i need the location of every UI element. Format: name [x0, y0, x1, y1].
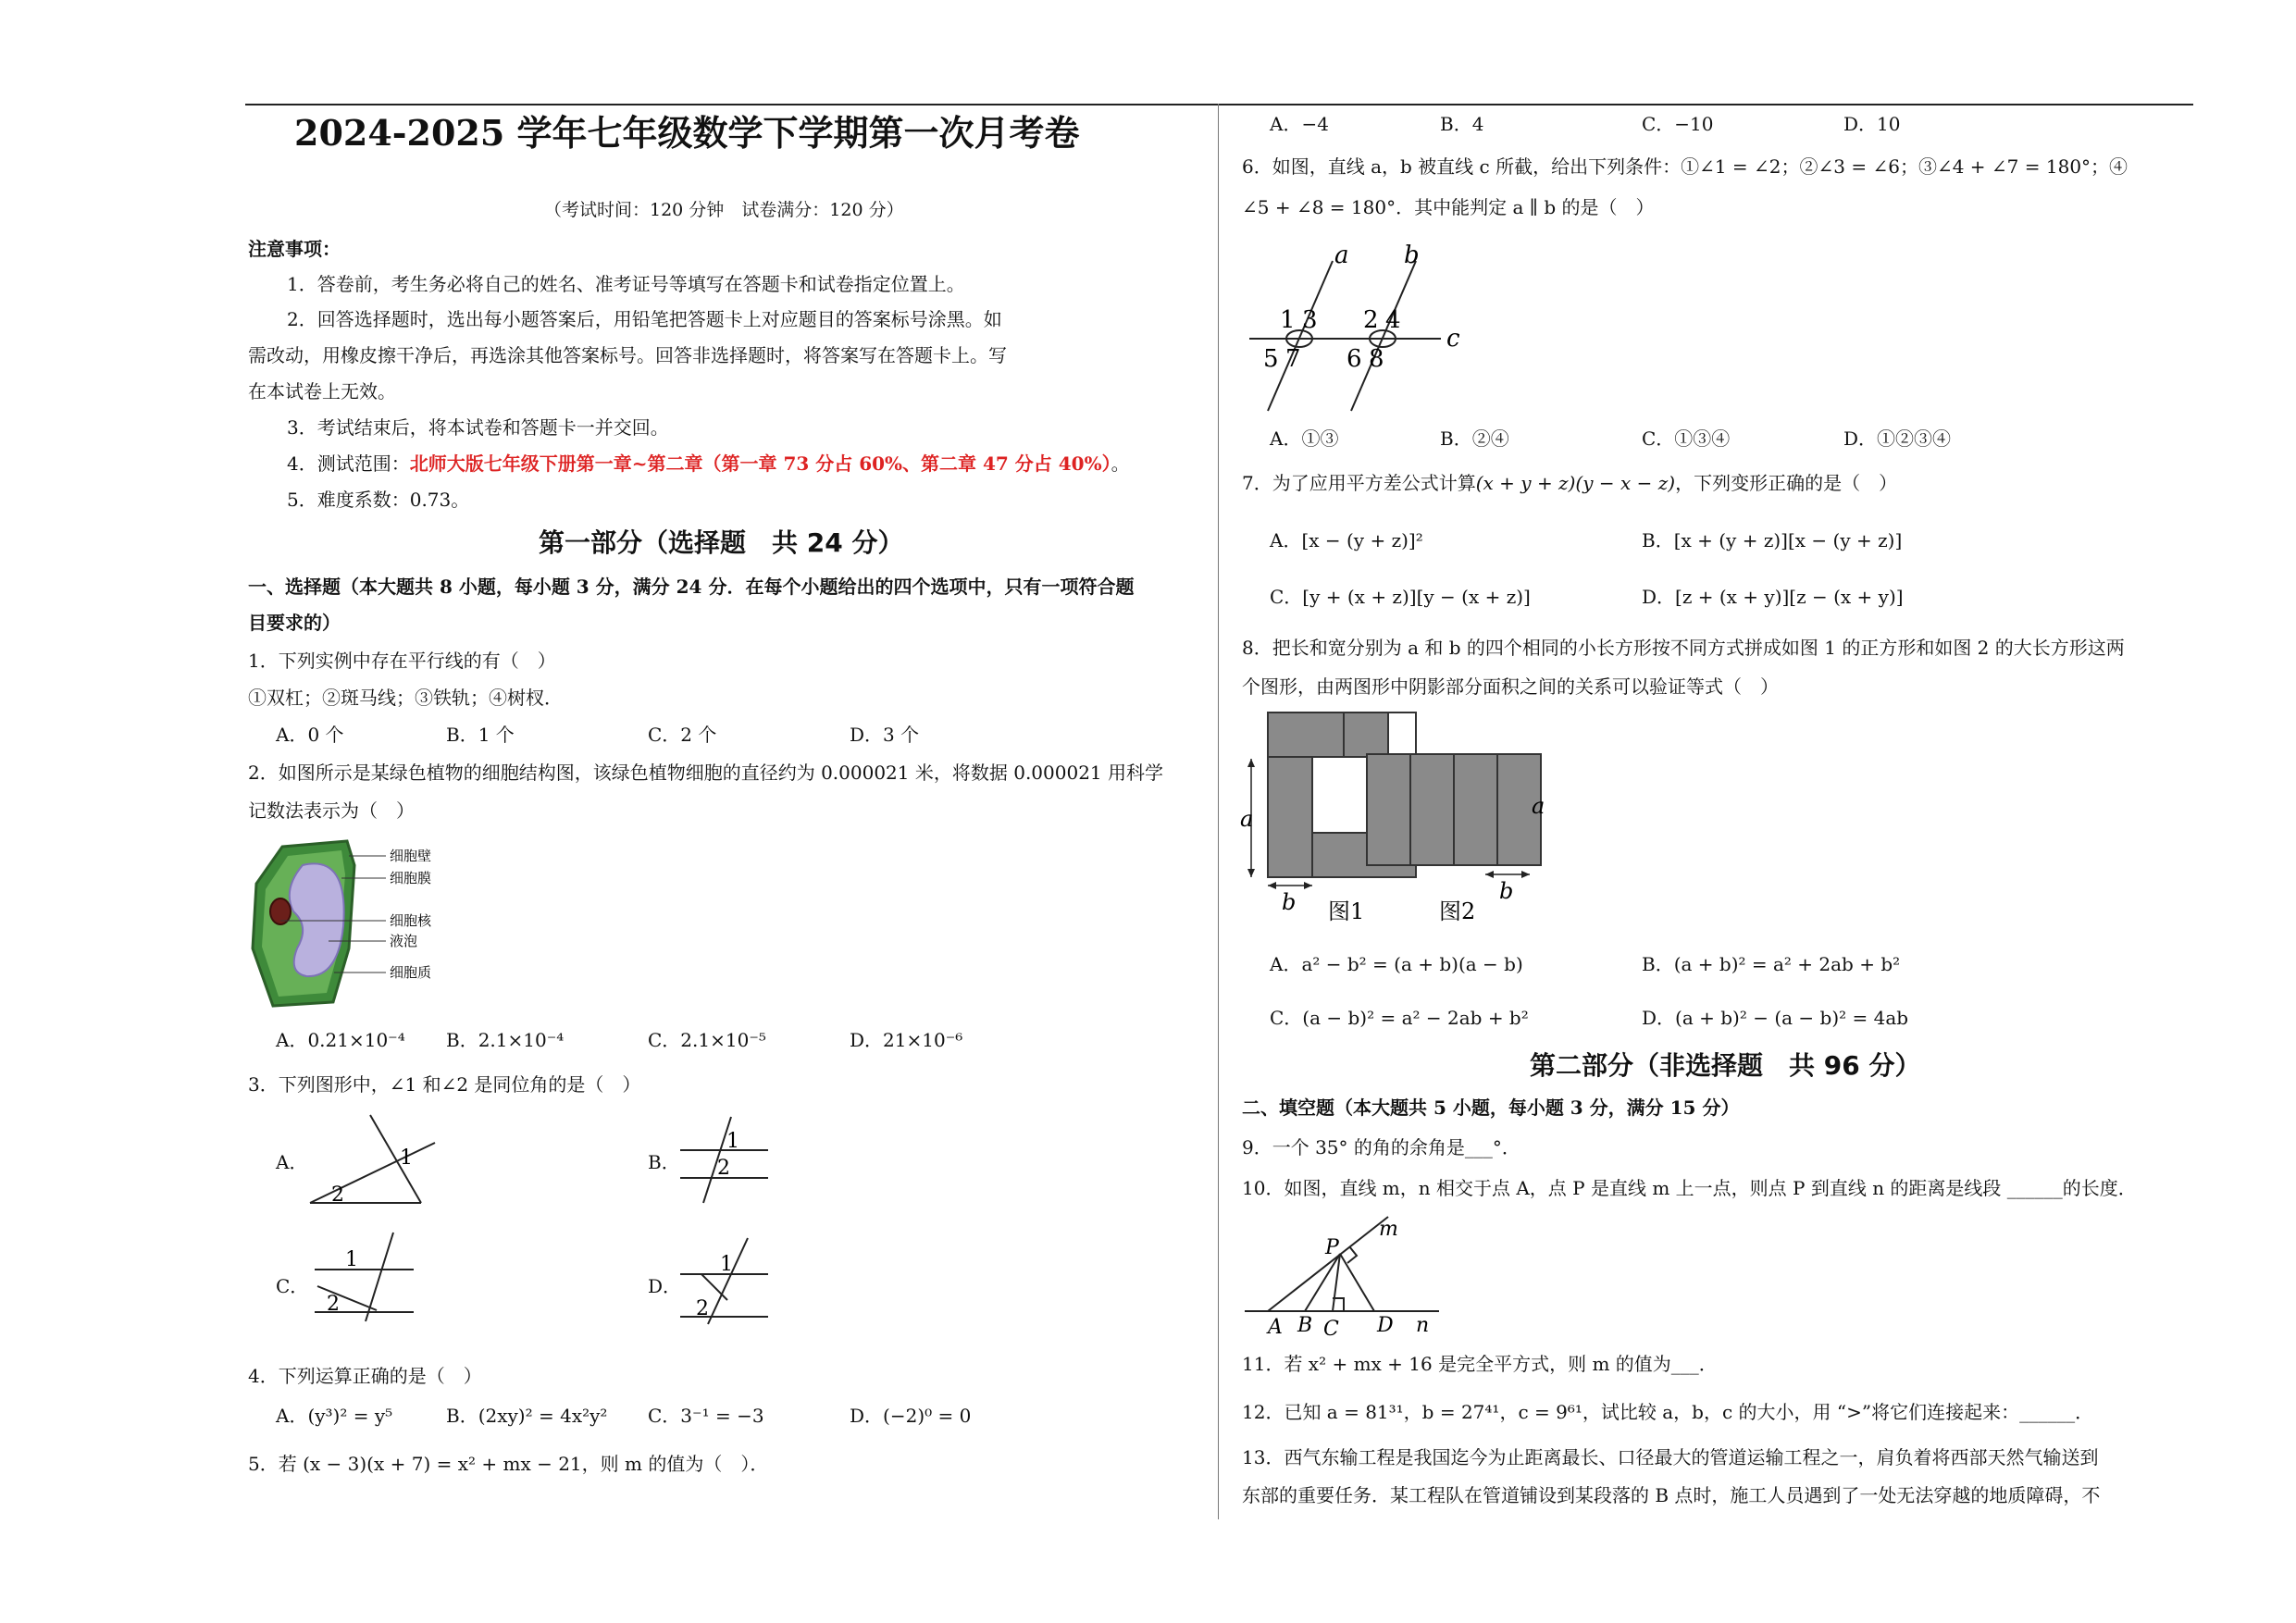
q10-point-p: P	[1325, 1236, 1339, 1259]
q3a-angle-1: 1	[400, 1146, 413, 1170]
q3-option-b[interactable]: B．	[648, 1151, 680, 1173]
fig2-caption: 图2	[1439, 898, 1476, 924]
q8-stem: 8．把长和宽分别为 a 和 b 的四个相同的小长方形按不同方式拼成如图 1 的正方形和如图 2 的大长方形这两	[1242, 637, 2125, 659]
q1-items: ①双杠；②斑马线；③铁轨；④树杈．	[248, 687, 563, 709]
q1-option-c[interactable]: C．2 个	[648, 724, 717, 746]
notice-item-3: 3．考试结束后，将本试卷和答题卡一并交回。	[287, 416, 669, 439]
scope-end: 。	[1111, 452, 1130, 475]
q6-line-b: b	[1404, 242, 1420, 269]
q3a-angle-2: 2	[331, 1183, 344, 1207]
column-divider	[1218, 104, 1219, 1519]
label-cell-membrane: 细胞膜	[390, 870, 432, 886]
section-1-heading-cont: 目要求的）	[248, 612, 341, 634]
notice-item-1: 1．答卷前，考生务必将自己的姓名、准考证号等填写在答题卡和试卷指定位置上。	[287, 273, 965, 295]
q6-angle-2: 2	[1363, 306, 1379, 334]
q6-line-a: a	[1334, 242, 1349, 269]
label-nucleus: 细胞核	[390, 912, 432, 929]
notice-item-5: 5．难度系数：0.73。	[287, 489, 470, 511]
q11-stem: 11．若 x² + mx + 16 是完全平方式，则 m 的值为___．	[1242, 1353, 1718, 1375]
q10-point-b: B	[1297, 1314, 1313, 1337]
q10-stem: 10．如图，直线 m，n 相交于点 A，点 P 是直线 m 上一点，则点 P 到直线 n 的距离是线段 ______的长度．	[1242, 1177, 2137, 1199]
q2-option-a[interactable]: A．0.21×10⁻⁴	[276, 1029, 405, 1051]
q2-option-c[interactable]: C．2.1×10⁻⁵	[648, 1029, 766, 1051]
notice-heading: 注意事项：	[248, 238, 341, 260]
page-title: 2024-2025 学年七年级数学下学期第一次月考卷	[294, 112, 1080, 154]
q3-figure-b	[676, 1115, 777, 1208]
q7-option-a[interactable]: A．[x − (y + z)]²	[1270, 529, 1423, 551]
q4-option-b[interactable]: B．(2xy)² = 4x²y²	[446, 1405, 608, 1427]
q3-option-c[interactable]: C．	[276, 1275, 309, 1297]
label-cytoplasm: 细胞质	[390, 964, 432, 981]
fig1-label-b: b	[1282, 889, 1297, 915]
q5-option-b[interactable]: B．4	[1440, 113, 1484, 135]
q5-option-c[interactable]: C．−10	[1642, 113, 1714, 135]
fig2-rect-1	[1367, 754, 1410, 865]
q6-figure	[1245, 242, 1471, 418]
part-2-heading: 第二部分（非选择题 共 96 分）	[1530, 1050, 1921, 1081]
q5-stem: 5．若 (x − 3)(x + 7) = x² + mx − 21，则 m 的值为（ ）．	[248, 1453, 769, 1475]
q3-option-a[interactable]: A．	[276, 1151, 308, 1173]
q8-stem-cont: 个图形，由两图形中阴影部分面积之间的关系可以验证等式（ ）	[1242, 675, 1779, 698]
fig1-caption: 图1	[1328, 898, 1365, 924]
q7-stem-b: ，下列变形正确的是（ ）	[1675, 472, 1898, 494]
q3d-angle-1: 1	[720, 1253, 733, 1276]
cell-diagram	[245, 837, 486, 1013]
q13-stem: 13．西气东输工程是我国迄今为止距离最长、口径最大的管道运输工程之一，肩负着将西部天然气输送到	[1242, 1446, 2099, 1468]
q6-line-c: c	[1446, 325, 1460, 353]
q10-line-n: n	[1416, 1314, 1430, 1337]
q4-option-a[interactable]: A．(y³)² = y⁵	[276, 1405, 393, 1427]
q6-angle-3: 3	[1302, 306, 1318, 334]
q2-option-b[interactable]: B．2.1×10⁻⁴	[446, 1029, 565, 1051]
label-cell-wall: 细胞壁	[390, 848, 432, 864]
q7-expression: (x + y + z)(y − x − z)	[1475, 472, 1676, 494]
q10-figure	[1240, 1208, 1453, 1342]
notice-item-4	[287, 452, 1130, 475]
part-1-heading: 第一部分（选择题 共 24 分）	[539, 527, 904, 558]
q10-point-d: D	[1377, 1314, 1394, 1337]
q3-figure-d	[676, 1235, 777, 1328]
q1-option-b[interactable]: B．1 个	[446, 724, 515, 746]
section-2-heading: 二、填空题（本大题共 5 小题，每小题 3 分，满分 15 分）	[1242, 1096, 1740, 1119]
exam-info: （考试时间：120 分钟 试卷满分：120 分）	[544, 200, 904, 220]
q6-option-d[interactable]: D．①②③④	[1843, 427, 1952, 450]
q6-angle-8: 8	[1369, 345, 1384, 373]
q3c-angle-1: 1	[345, 1248, 358, 1271]
fig2-rect-2	[1410, 754, 1454, 865]
q1-option-d[interactable]: D．3 个	[850, 724, 920, 746]
q7-stem	[1242, 472, 1897, 494]
fig2-label-a: a	[1532, 793, 1545, 819]
q10-point-c: C	[1323, 1318, 1339, 1341]
q10-point-a: A	[1268, 1316, 1283, 1339]
q8-option-c[interactable]: C．(a − b)² = a² − 2ab + b²	[1270, 1007, 1529, 1029]
q1-option-a[interactable]: A．0 个	[276, 724, 344, 746]
q6-angle-5: 5	[1263, 345, 1279, 373]
q7-option-d[interactable]: D．[z + (x + y)][z − (x + y)]	[1642, 586, 1904, 608]
q3-figure-c	[310, 1231, 430, 1323]
q6-angle-6: 6	[1347, 345, 1362, 373]
q3c-angle-2: 2	[327, 1293, 340, 1316]
q6-angle-1: 1	[1280, 306, 1296, 334]
q4-option-c[interactable]: C．3⁻¹ = −3	[648, 1405, 764, 1427]
q2-stem-cont: 记数法表示为（ ）	[248, 799, 415, 822]
q8-option-a[interactable]: A．a² − b² = (a + b)(a − b)	[1270, 953, 1523, 975]
fig2-rect-3	[1454, 754, 1497, 865]
q9-stem: 9．一个 35° 的角的余角是___°．	[1242, 1136, 1520, 1158]
q7-stem-a: 7．为了应用平方差公式计算	[1242, 472, 1476, 494]
notice-item-2-cont: 需改动，用橡皮擦干净后，再选涂其他答案标号。回答非选择题时，将答案写在答题卡上。写	[248, 344, 1007, 366]
q5-option-d[interactable]: D．10	[1843, 113, 1901, 135]
notice-item-2: 2．回答选择题时，选出每小题答案后，用铅笔把答题卡上对应题目的答案标号涂黑。如	[287, 308, 1002, 330]
fig1-rect-left	[1268, 757, 1312, 877]
header-rule	[245, 104, 2193, 105]
fig1-label-a: a	[1240, 806, 1254, 832]
scope-label: 4．测试范围：	[287, 452, 410, 475]
q8-option-b[interactable]: B．(a + b)² = a² + 2ab + b²	[1642, 953, 1901, 975]
q6-stem-cont: ∠5 + ∠8 = 180°．其中能判定 a ∥ b 的是（ ）	[1242, 196, 1655, 218]
q3d-angle-2: 2	[696, 1297, 709, 1320]
q6-option-c[interactable]: C．①③④	[1642, 427, 1731, 450]
q13-stem-cont: 东部的重要任务．某工程队在管道铺设到某段落的 B 点时，施工人员遇到了一处无法穿越的地质障碍，不	[1242, 1484, 2101, 1506]
q2-stem: 2．如图所示是某绿色植物的细胞结构图，该绿色植物细胞的直径约为 0.000021 米，将数据 0.000021 用科学	[248, 762, 1164, 784]
q1-stem: 1．下列实例中存在平行线的有（ ）	[248, 650, 556, 672]
q4-option-d[interactable]: D．(−2)⁰ = 0	[850, 1405, 972, 1427]
q10-line-m: m	[1379, 1218, 1398, 1241]
q8-figures	[1240, 708, 1758, 935]
q12-stem: 12．已知 a = 81³¹，b = 27⁴¹，c = 9⁶¹，试比较 a，b，c 的大小，用 “>”将它们连接起来：______．	[1242, 1401, 2094, 1423]
q6-option-a[interactable]: A．①③	[1270, 427, 1339, 450]
section-1-heading: 一、选择题（本大题共 8 小题，每小题 3 分，满分 24 分．在每个小题给出的四个选项中，只有一项符合题	[248, 576, 1135, 598]
q3-figure-a	[305, 1110, 453, 1208]
q3b-angle-1: 1	[726, 1130, 739, 1153]
notice-item-2-end: 在本试卷上无效。	[248, 380, 396, 403]
q8-option-d[interactable]: D．(a + b)² − (a − b)² = 4ab	[1642, 1007, 1909, 1029]
fig2-label-b: b	[1499, 878, 1514, 904]
q5-option-a[interactable]: A．−4	[1270, 113, 1329, 135]
q7-option-b[interactable]: B．[x + (y + z)][x − (y + z)]	[1642, 529, 1903, 551]
q6-angle-4: 4	[1385, 306, 1401, 334]
q3-option-d[interactable]: D．	[648, 1275, 682, 1297]
q4-stem: 4．下列运算正确的是（ ）	[248, 1365, 482, 1387]
label-vacuole: 液泡	[390, 933, 418, 949]
q6-angle-7: 7	[1285, 345, 1301, 373]
fig1-hole	[1312, 757, 1371, 833]
q7-option-c[interactable]: C．[y + (x + z)][y − (x + z)]	[1270, 586, 1531, 608]
scope-text: 北师大版七年级下册第一章~第二章（第一章 73 分占 60%、第二章 47 分占 40%）	[409, 452, 1111, 475]
q2-option-d[interactable]: D．21×10⁻⁶	[850, 1029, 963, 1051]
q6-stem: 6．如图，直线 a，b 被直线 c 所截，给出下列条件：①∠1 = ∠2；②∠3 = ∠6；③∠4 + ∠7 = 180°；④	[1242, 155, 2128, 178]
q6-option-b[interactable]: B．②④	[1440, 427, 1509, 450]
q3b-angle-2: 2	[717, 1157, 730, 1180]
q3-stem: 3．下列图形中，∠1 和∠2 是同位角的是（ ）	[248, 1073, 641, 1096]
